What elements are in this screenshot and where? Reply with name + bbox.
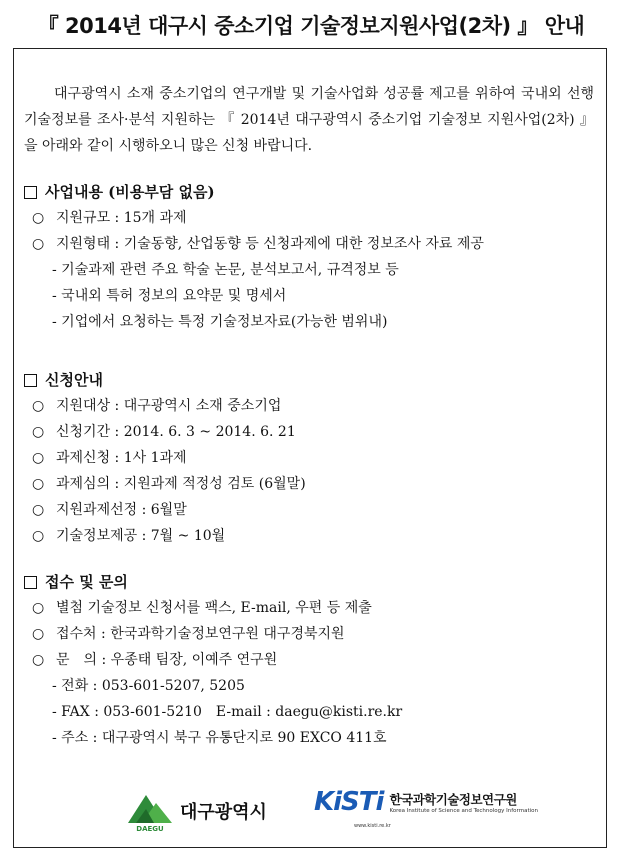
daegu-mark-text: DAEGU: [136, 825, 164, 833]
circle-bullet-icon: ○: [32, 652, 45, 668]
sub-item: - 전화 : 053-601-5207, 5205: [52, 678, 245, 694]
list-item: [24, 595, 594, 621]
section-title: [24, 367, 594, 393]
circle-bullet-icon: ○: [32, 502, 45, 518]
list-item: [24, 621, 594, 647]
section-title-text: 접수 및 문의: [45, 573, 128, 591]
intro-paragraph: 대구광역시 소재 중소기업의 연구개발 및 기술사업화 성공률 제고를 위하여 국내외 선행기술정보를 조사·분석 지원하는 『 2014년 대구광역시 중소기업 기술정보 지원사업(2차) 』을 아래와 같이 시행하오니 많은 신청 바랍니다.: [24, 86, 594, 154]
circle-bullet-icon: ○: [32, 398, 45, 414]
circle-bullet-icon: ○: [32, 236, 45, 252]
item-text: 별첨 기술정보 신청서를 팩스, E-mail, 우편 등 제출: [56, 600, 372, 616]
list-item: [24, 419, 594, 445]
item-text: 접수처 : 한국과학기술정보연구원 대구경북지원: [56, 626, 345, 642]
sub-item: - 기업에서 요청하는 특정 기술정보자료(가능한 범위내): [52, 314, 388, 330]
list-item: [24, 205, 594, 231]
section-title: [24, 179, 594, 205]
checkbox-square-icon: [24, 576, 37, 589]
sub-item: - 국내외 특허 정보의 요약문 및 명세서: [52, 288, 287, 304]
kisti-logo: [314, 787, 538, 829]
item-text: 지원대상 : 대구광역시 소재 중소기업: [56, 398, 282, 414]
section-business-content: [24, 179, 594, 335]
circle-bullet-icon: ○: [32, 600, 45, 616]
item-text: 지원과제선정 : 6월말: [56, 502, 187, 518]
item-text: 지원규모 : 15개 과제: [56, 210, 187, 226]
section-title: [24, 569, 594, 595]
section-application-guide: [24, 367, 594, 549]
daegu-logo: [126, 789, 267, 833]
circle-bullet-icon: ○: [32, 528, 45, 544]
daegu-name: 대구광역시: [180, 802, 267, 823]
section-contact: [24, 569, 594, 751]
kisti-url: www.kisti.re.kr: [354, 823, 391, 829]
checkbox-square-icon: [24, 186, 37, 199]
list-item: [24, 445, 594, 471]
list-item: [24, 647, 594, 673]
circle-bullet-icon: ○: [32, 450, 45, 466]
section-title-text: 사업내용 (비용부담 없음): [45, 183, 215, 201]
kisti-text: [389, 790, 538, 814]
item-text: 기술정보제공 : 7월 ~ 10월: [56, 528, 226, 544]
item-text: 신청기간 : 2014. 6. 3 ~ 2014. 6. 21: [56, 424, 296, 440]
list-item: [24, 393, 594, 419]
circle-bullet-icon: ○: [32, 626, 45, 642]
list-item: [24, 231, 594, 257]
section-title-text: 신청안내: [45, 371, 103, 389]
page-title: 『 2014년 대구시 중소기업 기술정보지원사업(2차) 』 안내: [37, 14, 585, 38]
sub-item: - 기술과제 관련 주요 학술 논문, 분석보고서, 규격정보 등: [52, 262, 399, 278]
kisti-name-en: Korea Institute of Science and Technology Information: [389, 808, 538, 814]
list-item: [24, 471, 594, 497]
notice-frame: [13, 48, 607, 848]
sub-item: - 주소 : 대구광역시 북구 유통단지로 90 EXCO 411호: [52, 730, 387, 746]
circle-bullet-icon: ○: [32, 210, 45, 226]
logo-row: [14, 781, 606, 841]
kisti-wordmark: KiSTi: [314, 787, 384, 817]
item-text: 문 의 : 우종태 팀장, 이예주 연구원: [56, 652, 278, 668]
item-text: 과제심의 : 지원과제 적정성 검토 (6월말): [56, 476, 306, 492]
checkbox-square-icon: [24, 374, 37, 387]
circle-bullet-icon: ○: [32, 424, 45, 440]
sub-item: - FAX : 053-601-5210 E-mail : daegu@kisti.re.kr: [52, 704, 403, 720]
item-text: 과제신청 : 1사 1과제: [56, 450, 187, 466]
list-item: [24, 497, 594, 523]
circle-bullet-icon: ○: [32, 476, 45, 492]
list-item: [24, 523, 594, 549]
daegu-mountain-icon: [126, 789, 174, 833]
kisti-name-ko: 한국과학기술정보연구원: [389, 792, 517, 807]
item-text: 지원형태 : 기술동향, 산업동향 등 신청과제에 대한 정보조사 자료 제공: [56, 236, 484, 252]
